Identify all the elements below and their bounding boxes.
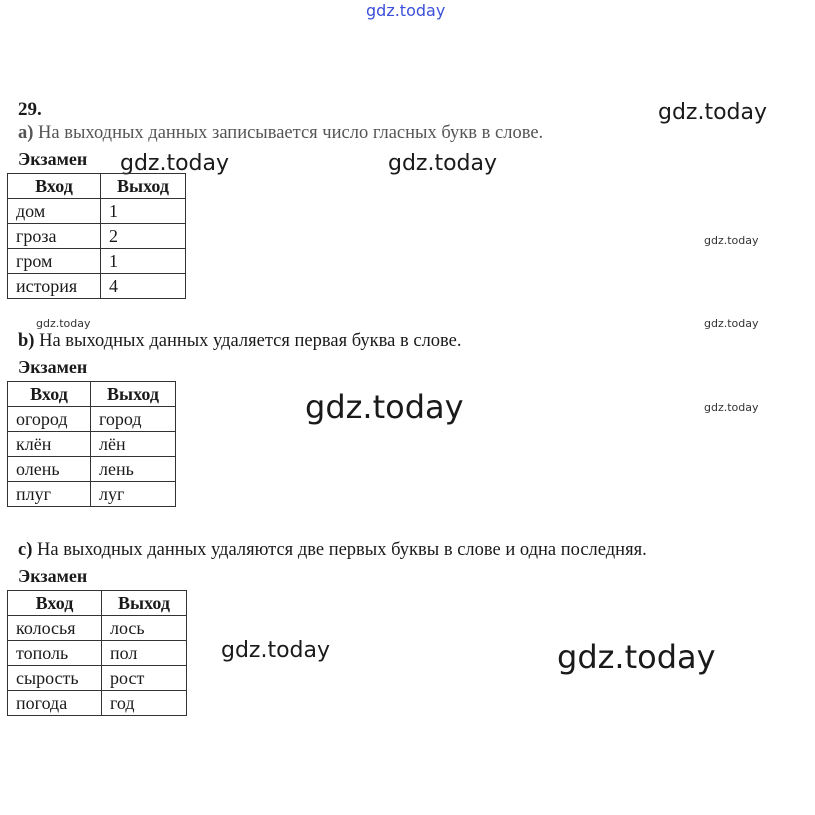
cell-output: 4 — [101, 274, 186, 299]
table-row — [8, 691, 187, 716]
task-c — [18, 540, 647, 561]
cell-output: город — [91, 407, 176, 432]
watermark: gdz.today — [388, 151, 498, 176]
problem-number: 29. — [18, 99, 42, 120]
watermark: gdz.today — [704, 234, 759, 247]
table-header-row — [8, 382, 176, 407]
table-header-row — [8, 591, 187, 616]
task-b — [18, 331, 462, 352]
cell-input: тополь — [8, 641, 102, 666]
task-a — [18, 123, 543, 144]
io-table-b — [7, 381, 176, 507]
cell-input: сырость — [8, 666, 102, 691]
exam-label-c: Экзамен — [18, 566, 88, 586]
task-letter: b) — [18, 331, 35, 351]
io-table-c — [7, 590, 187, 716]
cell-output: год — [102, 691, 187, 716]
header-input: Вход — [8, 591, 102, 616]
table-row — [8, 407, 176, 432]
cell-input: клён — [8, 432, 91, 457]
io-table-a — [7, 173, 186, 299]
cell-input: гром — [8, 249, 101, 274]
cell-output: пол — [102, 641, 187, 666]
cell-output: лень — [91, 457, 176, 482]
cell-output: 2 — [101, 224, 186, 249]
cell-input: история — [8, 274, 101, 299]
task-letter: a) — [18, 123, 34, 143]
table-row — [8, 641, 187, 666]
table-row — [8, 249, 186, 274]
header-input: Вход — [8, 382, 91, 407]
cell-input: огород — [8, 407, 91, 432]
watermark: gdz.today — [557, 638, 716, 676]
table-row — [8, 199, 186, 224]
cell-input: колосья — [8, 616, 102, 641]
cell-input: плуг — [8, 482, 91, 507]
cell-input: олень — [8, 457, 91, 482]
watermark: gdz.today — [221, 638, 331, 663]
cell-output: рост — [102, 666, 187, 691]
header-output: Выход — [91, 382, 176, 407]
table-row — [8, 666, 187, 691]
table-row — [8, 274, 186, 299]
cell-output: лось — [102, 616, 187, 641]
task-text: На выходных данных удаляется первая буква в слове. — [34, 331, 462, 351]
task-text: На выходных данных записывается число гласных букв в слове. — [33, 123, 544, 143]
watermark-top: gdz.today — [366, 1, 446, 20]
watermark: gdz.today — [120, 151, 230, 176]
table-row — [8, 616, 187, 641]
task-letter: c) — [18, 540, 33, 560]
header-output: Выход — [101, 174, 186, 199]
cell-output: 1 — [101, 199, 186, 224]
table-row — [8, 482, 176, 507]
cell-output: 1 — [101, 249, 186, 274]
exam-label-b: Экзамен — [18, 357, 88, 377]
cell-input: гроза — [8, 224, 101, 249]
task-text: На выходных данных удаляются две первых буквы в слове и одна последняя. — [32, 540, 647, 560]
exam-label-a: Экзамен — [18, 149, 88, 169]
table-row — [8, 224, 186, 249]
cell-output: луг — [91, 482, 176, 507]
table-row — [8, 457, 176, 482]
watermark: gdz.today — [704, 401, 759, 414]
cell-output: лён — [91, 432, 176, 457]
cell-input: погода — [8, 691, 102, 716]
table-header-row — [8, 174, 186, 199]
header-input: Вход — [8, 174, 101, 199]
table-row — [8, 432, 176, 457]
watermark: gdz.today — [36, 317, 91, 330]
cell-input: дом — [8, 199, 101, 224]
header-output: Выход — [102, 591, 187, 616]
watermark: gdz.today — [305, 388, 464, 426]
watermark: gdz.today — [658, 100, 768, 125]
watermark: gdz.today — [704, 317, 759, 330]
